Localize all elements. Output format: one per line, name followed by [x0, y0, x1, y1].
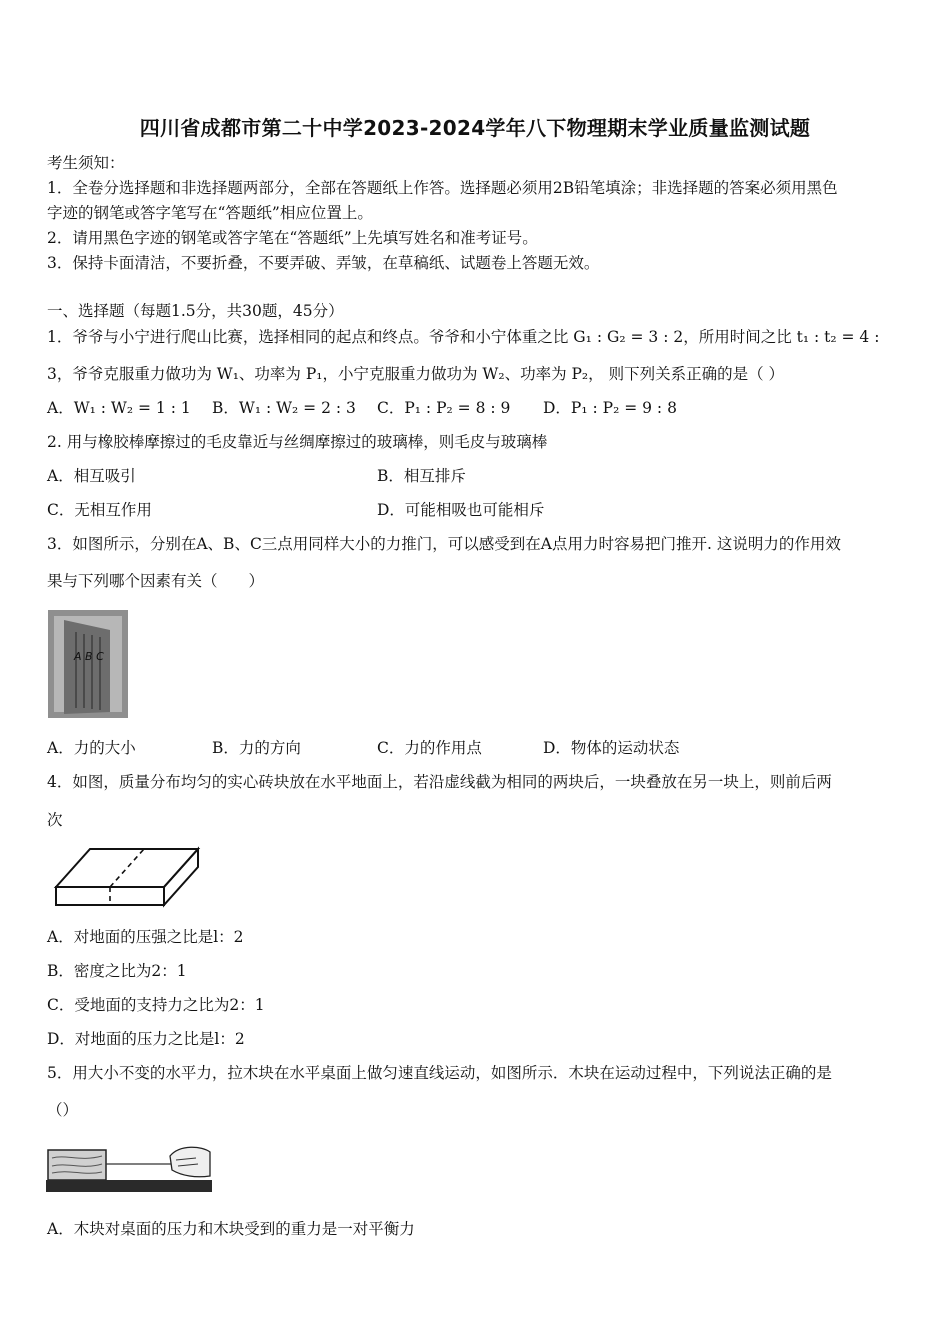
q2-stem: 2. 用与橡胶棒摩擦过的毛皮靠近与丝绸摩擦过的玻璃棒，则毛皮与玻璃棒	[47, 433, 548, 451]
q1-option-a: A．W₁ : W₂ = 1 : 1	[47, 399, 191, 417]
section-heading: 一、选择题（每题1.5分，共30题，45分）	[47, 302, 344, 320]
q3-stem-line2: 果与下列哪个因素有关（ ）	[47, 572, 265, 590]
q3-option-c: C．力的作用点	[377, 739, 482, 757]
q1-stem-line1: 1．爷爷与小宁进行爬山比赛，选择相同的起点和终点。爷爷和小宁体重之比 G₁ : G₂ = 3 : 2，所用时间之比 t₁ : t₂ = 4 :	[47, 328, 880, 346]
q1-option-d: D．P₁ : P₂ = 9 : 8	[543, 399, 677, 417]
q4-option-d: D．对地面的压力之比是l：2	[47, 1030, 245, 1048]
q5-stem-line1: 5．用大小不变的水平力，拉木块在水平桌面上做匀速直线运动，如图所示．木块在运动过程中，下列说法正确的是	[47, 1064, 832, 1082]
q1-option-b: B．W₁ : W₂ = 2 : 3	[212, 399, 356, 417]
notice-heading: 考生须知：	[47, 154, 125, 172]
notice-item-2: 2．请用黑色字迹的钢笔或答字笔在“答题纸”上先填写姓名和准考证号。	[47, 229, 538, 247]
brick-cut-line	[110, 849, 144, 887]
pulling-hand	[170, 1147, 210, 1177]
q3-stem-line1: 3．如图所示，分别在A、B、C三点用同样大小的力推门，可以感受到在A点用力时容易把门推开. 这说明力的作用效	[47, 535, 841, 553]
q2-option-c: C．无相互作用	[47, 501, 152, 519]
door-panel	[64, 620, 110, 714]
q4-option-c: C．受地面的支持力之比为2：1	[47, 996, 265, 1014]
q1-stem-line2: 3，爷爷克服重力做功为 W₁、功率为 P₁，小宁克服重力做功为 W₂、功率为 P₂， 则下列关系正确的是（ ）	[47, 365, 785, 383]
notice-item-1b: 字迹的钢笔或答字笔写在“答题纸”相应位置上。	[47, 204, 373, 222]
q4-stem-line2: 次	[47, 811, 63, 829]
q4-option-a: A．对地面的压强之比是l：2	[47, 928, 244, 946]
q3-option-b: B．力的方向	[212, 739, 301, 757]
table-surface	[46, 1180, 212, 1192]
pull-block-figure	[46, 1142, 212, 1194]
notice-item-3: 3．保持卡面清洁，不要折叠，不要弄破、弄皱，在草稿纸、试题卷上答题无效。	[47, 254, 600, 272]
q4-option-b: B．密度之比为2：1	[47, 962, 187, 980]
brick-side-face	[164, 849, 198, 905]
brick-figure	[52, 843, 202, 909]
q2-option-b: B．相互排斥	[377, 467, 466, 485]
q1-option-c: C．P₁ : P₂ = 8 : 9	[377, 399, 511, 417]
door-point-labels: A B C	[74, 650, 104, 663]
door-figure	[48, 610, 128, 718]
q2-option-a: A．相互吸引	[47, 467, 136, 485]
q2-option-d: D．可能相吸也可能相斥	[377, 501, 545, 519]
exam-title: 四川省成都市第二十中学2023-2024学年八下物理期末学业质量监测试题	[139, 116, 811, 140]
q4-stem-line1: 4．如图，质量分布均匀的实心砖块放在水平地面上，若沿虚线截为相同的两块后，一块叠放在另一块上，则前后两	[47, 773, 832, 791]
q5-stem-line2: （）	[47, 1101, 79, 1119]
notice-item-1a: 1．全卷分选择题和非选择题两部分，全部在答题纸上作答。选择题必须用2B铅笔填涂；非选择题的答案必须用黑色	[47, 179, 838, 197]
q5-option-a: A．木块对桌面的压力和木块受到的重力是一对平衡力	[47, 1220, 415, 1238]
q3-option-d: D．物体的运动状态	[543, 739, 680, 757]
q3-option-a: A．力的大小	[47, 739, 136, 757]
brick-top-face	[56, 849, 198, 887]
